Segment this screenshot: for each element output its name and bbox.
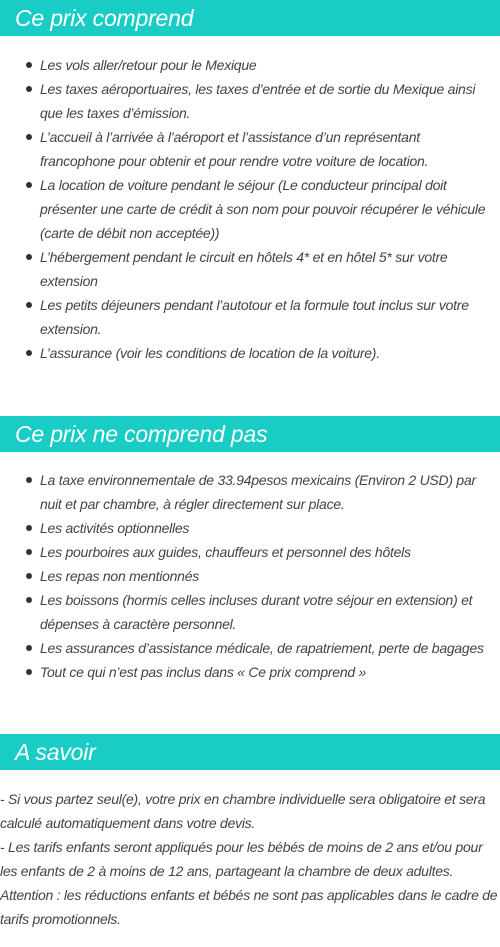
list-item: Les boissons (hormis celles incluses durant votre séjour en extension) et dépenses à caractère personnel.	[40, 588, 500, 636]
includes-title: Ce prix comprend	[0, 0, 500, 36]
savoir-paragraph: - Si vous partez seul(e), votre prix en chambre individuelle sera obligatoire et sera calculé automatiquement dans votre devis.	[0, 791, 486, 831]
savoir-text	[0, 787, 500, 931]
excludes-list	[0, 468, 500, 684]
savoir-paragraph: Attention : les réductions enfants et bébés ne sont pas applicables dans le cadre de tarifs promotionnels.	[0, 887, 498, 927]
list-item: Les taxes aéroportuaires, les taxes d’entrée et de sortie du Mexique ainsi que les taxes d’émission.	[40, 77, 500, 125]
savoir-paragraph: - Les tarifs enfants seront appliqués pour les bébés de moins de 2 ans et/ou pour les enfants de 2 à moins de 12 ans, partageant la chambre de deux adultes.	[0, 839, 483, 879]
excludes-title: Ce prix ne comprend pas	[0, 416, 500, 452]
savoir-title: A savoir	[0, 734, 500, 770]
list-item: Les pourboires aux guides, chauffeurs et personnel des hôtels	[40, 540, 500, 564]
list-item: Les repas non mentionnés	[40, 564, 500, 588]
list-item: La taxe environnementale de 33.94pesos mexicains (Environ 2 USD) par nuit et par chambre, à régler directement sur place.	[40, 468, 500, 516]
includes-section	[0, 0, 500, 365]
list-item: Les activités optionnelles	[40, 516, 500, 540]
list-item: La location de voiture pendant le séjour (Le conducteur principal doit présenter une carte de crédit à son nom pour pouvoir récupérer le véhicule (carte de débit non acceptée))	[40, 173, 500, 245]
list-item: L’accueil à l’arrivée à l’aéroport et l’assistance d’un représentant francophone pour obtenir et pour rendre votre voiture de location.	[40, 125, 500, 173]
list-item: Les assurances d’assistance médicale, de rapatriement, perte de bagages	[40, 636, 500, 660]
excludes-section	[0, 416, 500, 684]
list-item: L’assurance (voir les conditions de location de la voiture).	[40, 341, 500, 365]
list-item: Tout ce qui n’est pas inclus dans « Ce prix comprend »	[40, 660, 500, 684]
savoir-section	[0, 734, 500, 931]
list-item: Les petits déjeuners pendant l’autotour et la formule tout inclus sur votre extension.	[40, 293, 500, 341]
list-item: Les vols aller/retour pour le Mexique	[40, 53, 500, 77]
includes-list	[0, 53, 500, 365]
list-item: L’hébergement pendant le circuit en hôtels 4* et en hôtel 5* sur votre extension	[40, 245, 500, 293]
